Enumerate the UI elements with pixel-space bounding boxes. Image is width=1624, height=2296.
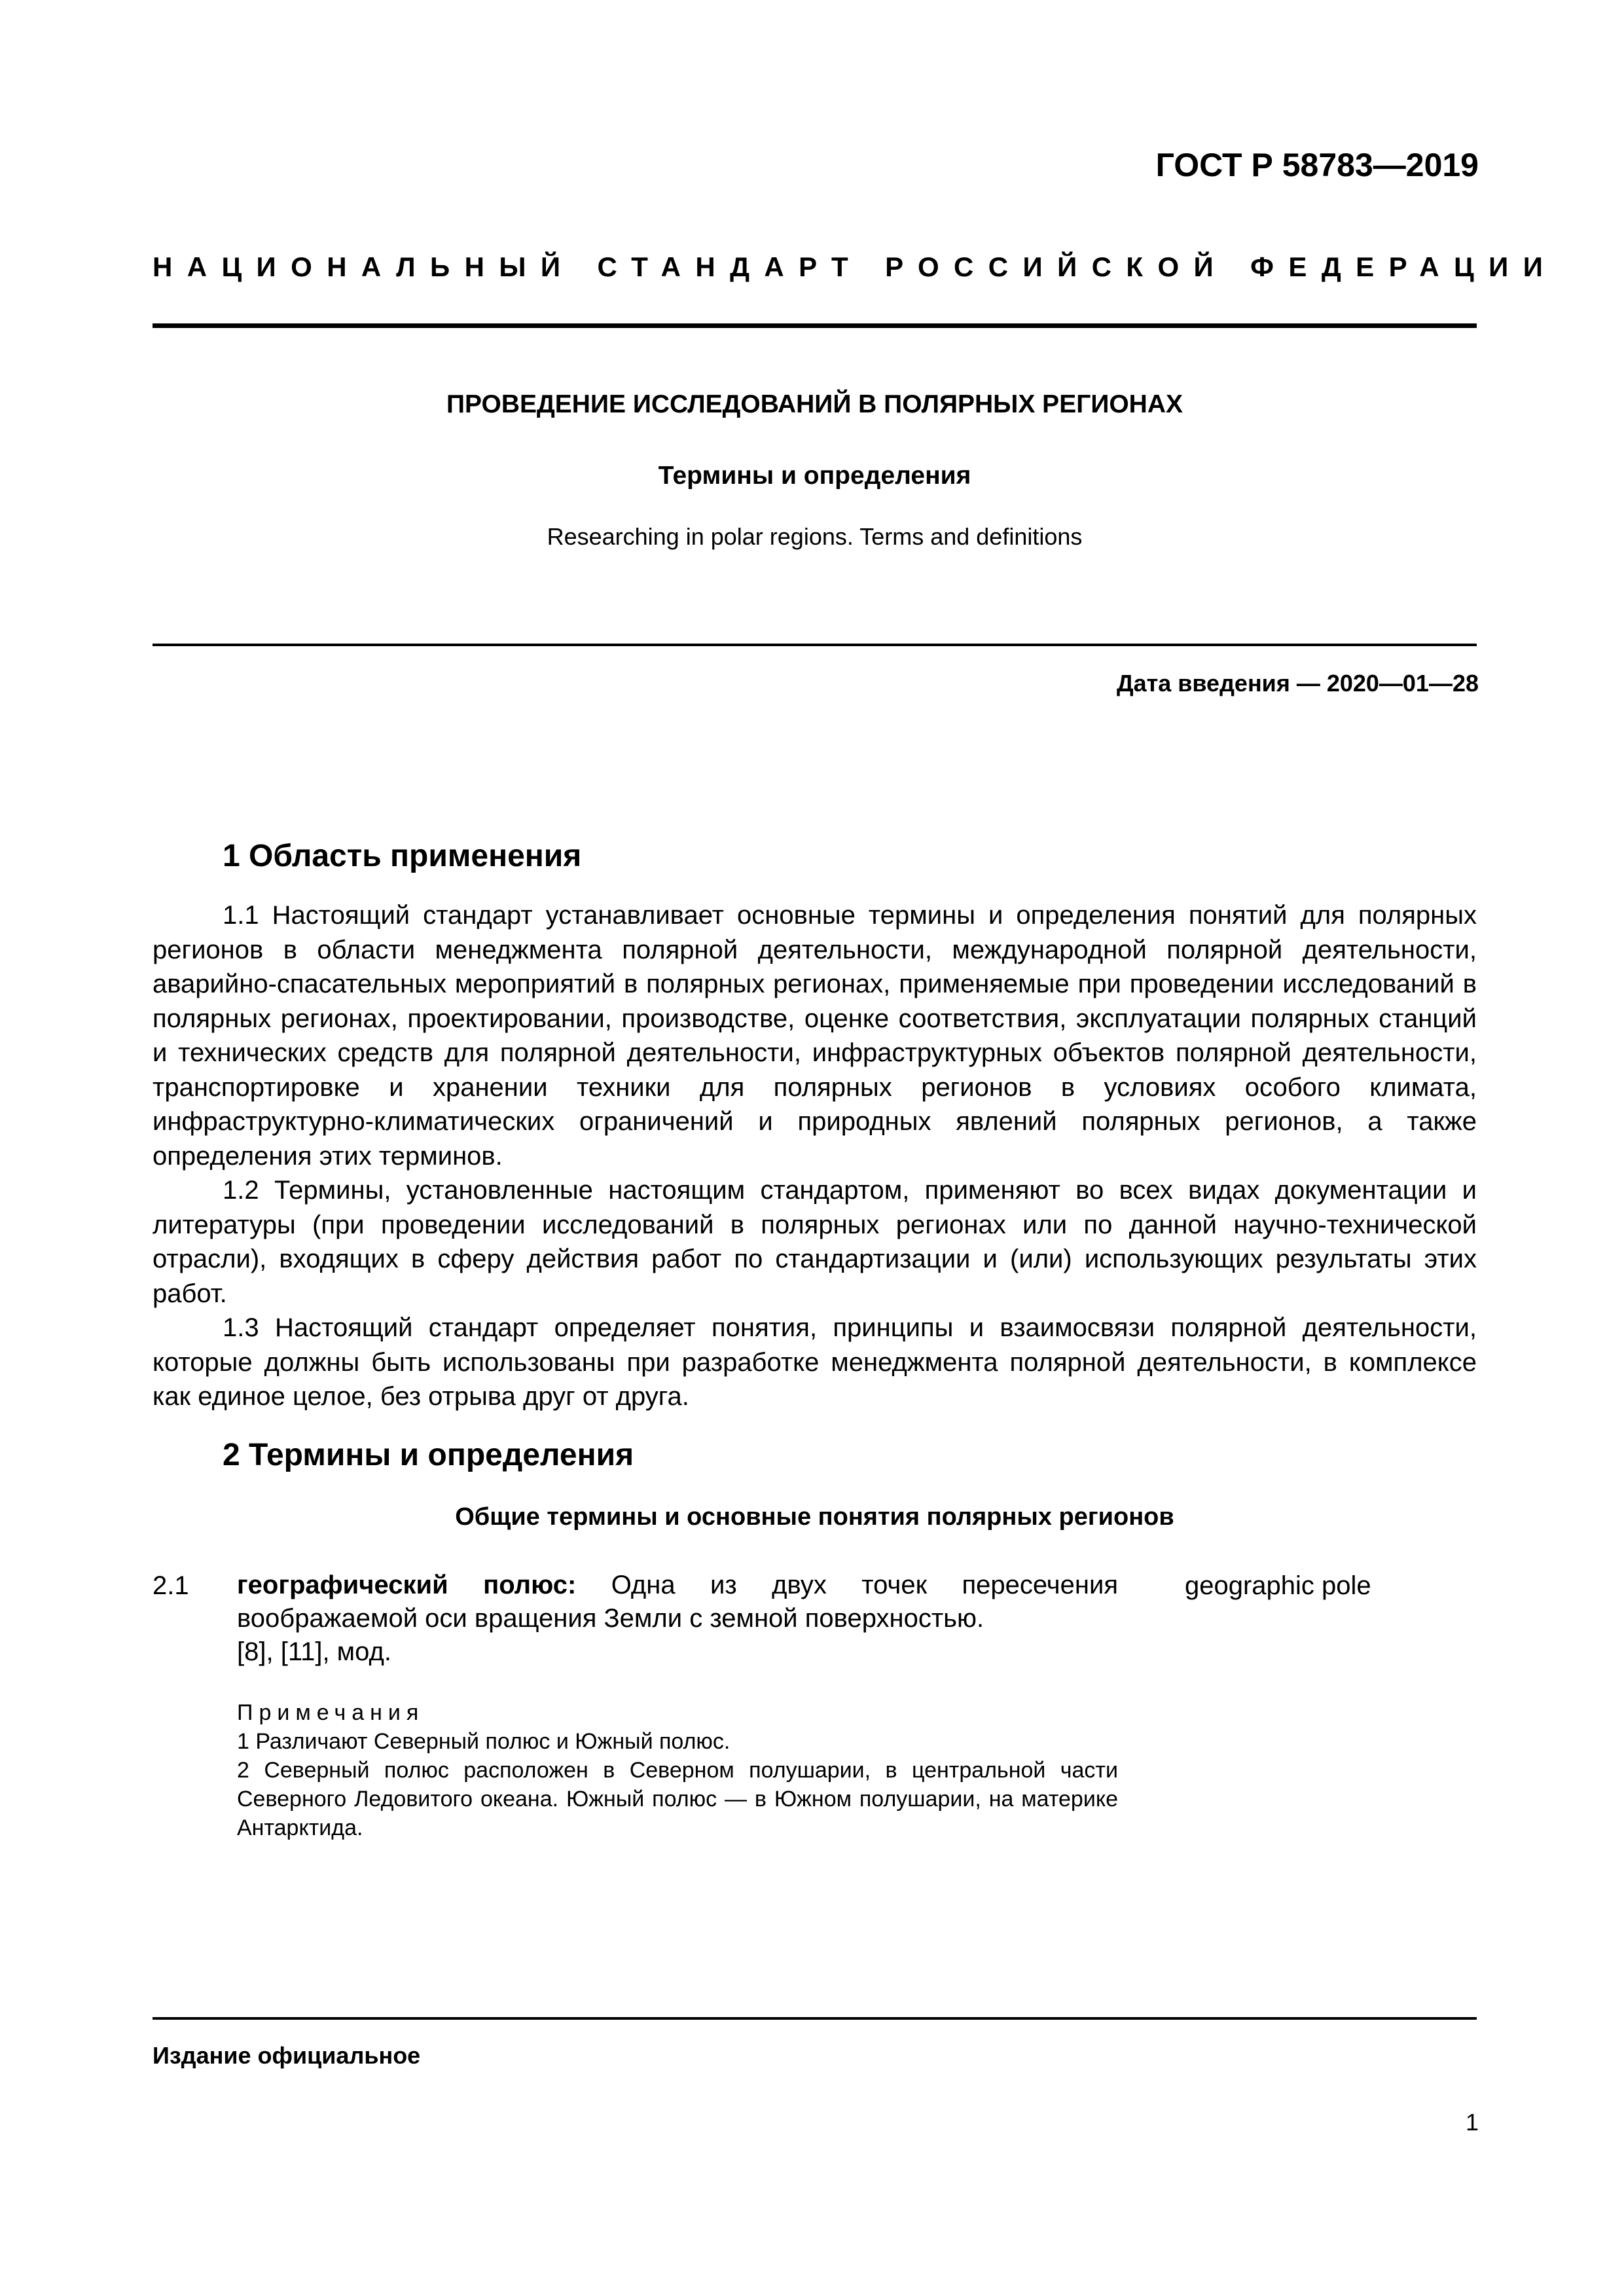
document-title: ПРОВЕДЕНИЕ ИССЛЕДОВАНИЙ В ПОЛЯРНЫХ РЕГИОНАХ [446, 390, 1183, 418]
notes-heading: Примечания [237, 1700, 425, 1725]
term-entry [237, 1569, 1118, 1669]
scope-paragraph: 1.2 Термины, установленные настоящим стандартом, применяют во всех видах документации и литературы (при проведении исследований в полярных регионах или по данной научно-технической отрасли), входящих в сферу действия работ по стандартизации и (или) использующих результаты этих работ. [153, 1176, 1477, 1308]
english-title: Researching in polar regions. Terms and definitions [547, 523, 1083, 550]
top-divider [153, 323, 1477, 328]
introduction-date: Дата введения — 2020—01—28 [1116, 670, 1479, 697]
note-item: 2 Северный полюс расположен в Северном полушарии, в центральной части Северного Ледовитого океана. Южный полюс — в Южном полушарии, на материке Антарктида. [237, 1758, 1118, 1840]
term-english-equivalent: geographic pole [1185, 1571, 1371, 1600]
term-definition-text [237, 1569, 1118, 1635]
term-number: 2.1 [153, 1571, 189, 1600]
document-subtitle: Термины и определения [658, 462, 971, 490]
scope-paragraph: 1.3 Настоящий стандарт определяет понятия, принципы и взаимосвязи полярной деятельности, которые должны быть использованы при разработке менеджмента полярной деятельности, в комплексе как единое целое, без отрыва друг от друга. [153, 1313, 1477, 1411]
term-notes [237, 1698, 1118, 1842]
scope-paragraph: 1.1 Настоящий стандарт устанавливает основные термины и определения понятий для полярных регионов в области менеджмента полярной деятельности, международной полярной деятельности, аварийно-спасательных мероприятий в полярных регионах, применяемые при проведении исследований в полярных регионах, проектировании, производстве, оценке соответствия, эксплуатации полярных станций и технических средств для полярной деятельности, инфраструктурных объектов полярной деятельности, транспортировке и хранении техники для полярных регионов в условиях особого климата, инфраструктурно-климатических ограничений и природных явлений полярных регионов, а также определения этих терминов. [153, 901, 1477, 1171]
term-definition: Одна из двух точек пересечения воображаемой оси вращения Земли с земной поверхностью. [237, 1571, 1118, 1633]
title-divider [153, 644, 1477, 646]
document-number: ГОСТ Р 58783—2019 [1155, 147, 1479, 183]
term-name: географический полюс: [237, 1571, 577, 1599]
edition-label: Издание официальное [153, 2042, 421, 2069]
footer-divider [153, 2017, 1477, 2020]
page-number: 1 [1465, 2109, 1479, 2136]
note-item: 1 Различают Северный полюс и Южный полюс. [237, 1729, 731, 1754]
national-standard-heading: НАЦИОНАЛЬНЫЙ СТАНДАРТ РОССИЙСКОЙ ФЕДЕРАЦИИ [153, 251, 1558, 282]
term-source: [8], [11], мод. [237, 1637, 391, 1666]
section-heading-scope: 1 Область применения [223, 839, 582, 873]
subsection-heading: Общие термины и основные понятия полярных регионов [455, 1503, 1174, 1531]
scope-section-body [153, 898, 1477, 1414]
section-heading-terms: 2 Термины и определения [223, 1438, 634, 1472]
